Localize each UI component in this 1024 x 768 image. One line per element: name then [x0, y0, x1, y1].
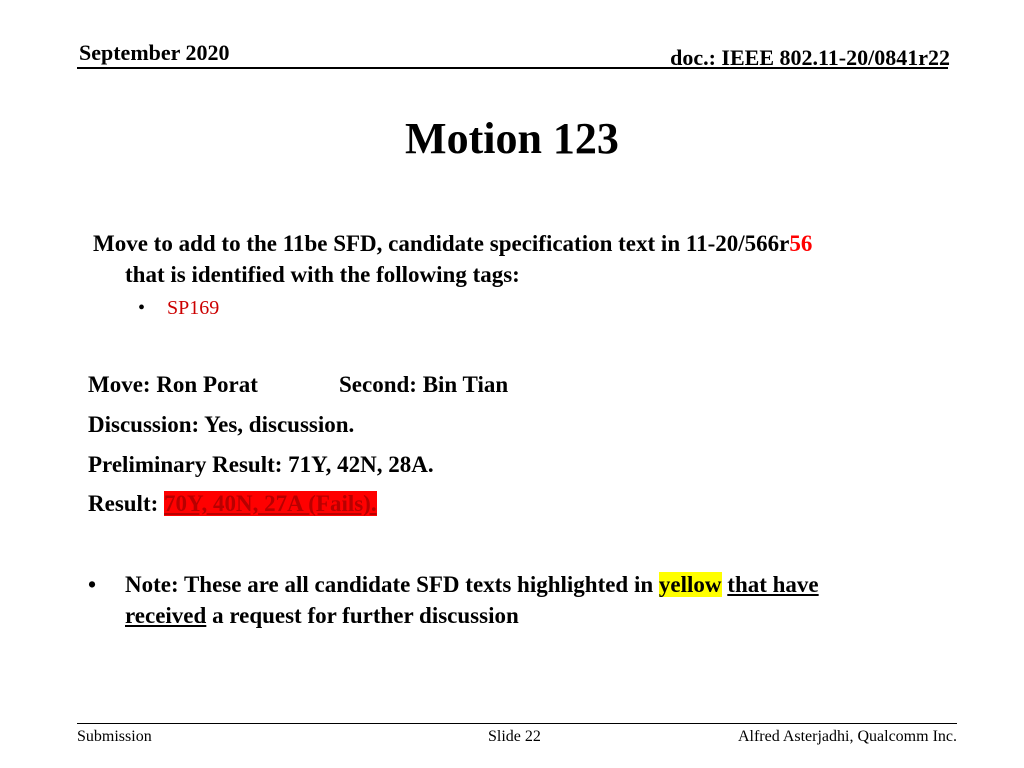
motion-line-2: that is identified with the following tags: — [125, 262, 520, 287]
result — [88, 491, 377, 517]
footer-divider — [77, 723, 957, 724]
note-underlined: that have — [727, 572, 819, 597]
motion-line-1: Move to add to the 11be SFD, candidate specification text in 11-20/566r — [93, 231, 790, 256]
seconder: Second: Bin Tian — [339, 372, 509, 397]
footer-author: Alfred Asterjadhi, Qualcomm Inc. — [737, 728, 957, 745]
tag-list-item — [138, 297, 219, 320]
note-text: Note: These are all candidate SFD texts highlighted in — [125, 572, 659, 597]
bullet-icon: • — [138, 297, 146, 319]
preliminary-result: Preliminary Result: 71Y, 42N, 28A. — [88, 452, 434, 477]
header-date: September 2020 — [79, 40, 230, 65]
result-label: Result: — [88, 491, 165, 516]
slide-title: Motion 123 — [405, 114, 619, 163]
header-doc-id: doc.: IEEE 802.11-20/0841r22 — [670, 45, 950, 70]
footer-submission: Submission — [77, 728, 152, 745]
note-line-2 — [88, 600, 928, 631]
yellow-highlight: yellow — [658, 572, 722, 597]
bullet-icon: • — [88, 572, 97, 597]
mover: Move: Ron Porat — [88, 372, 258, 397]
tag-label: SP169 — [167, 297, 220, 319]
discussion: Discussion: Yes, discussion. — [88, 412, 355, 437]
note-text-2: a request for further discussion — [206, 603, 519, 628]
header-divider — [77, 67, 948, 69]
note-underlined-2: received — [125, 603, 207, 628]
note — [88, 569, 928, 631]
revision-highlight: 56 — [789, 231, 813, 256]
result-value: 70Y, 40N, 27A (Fails). — [164, 491, 377, 516]
slide-number: Slide 22 — [488, 728, 541, 745]
motion-text — [93, 228, 923, 290]
